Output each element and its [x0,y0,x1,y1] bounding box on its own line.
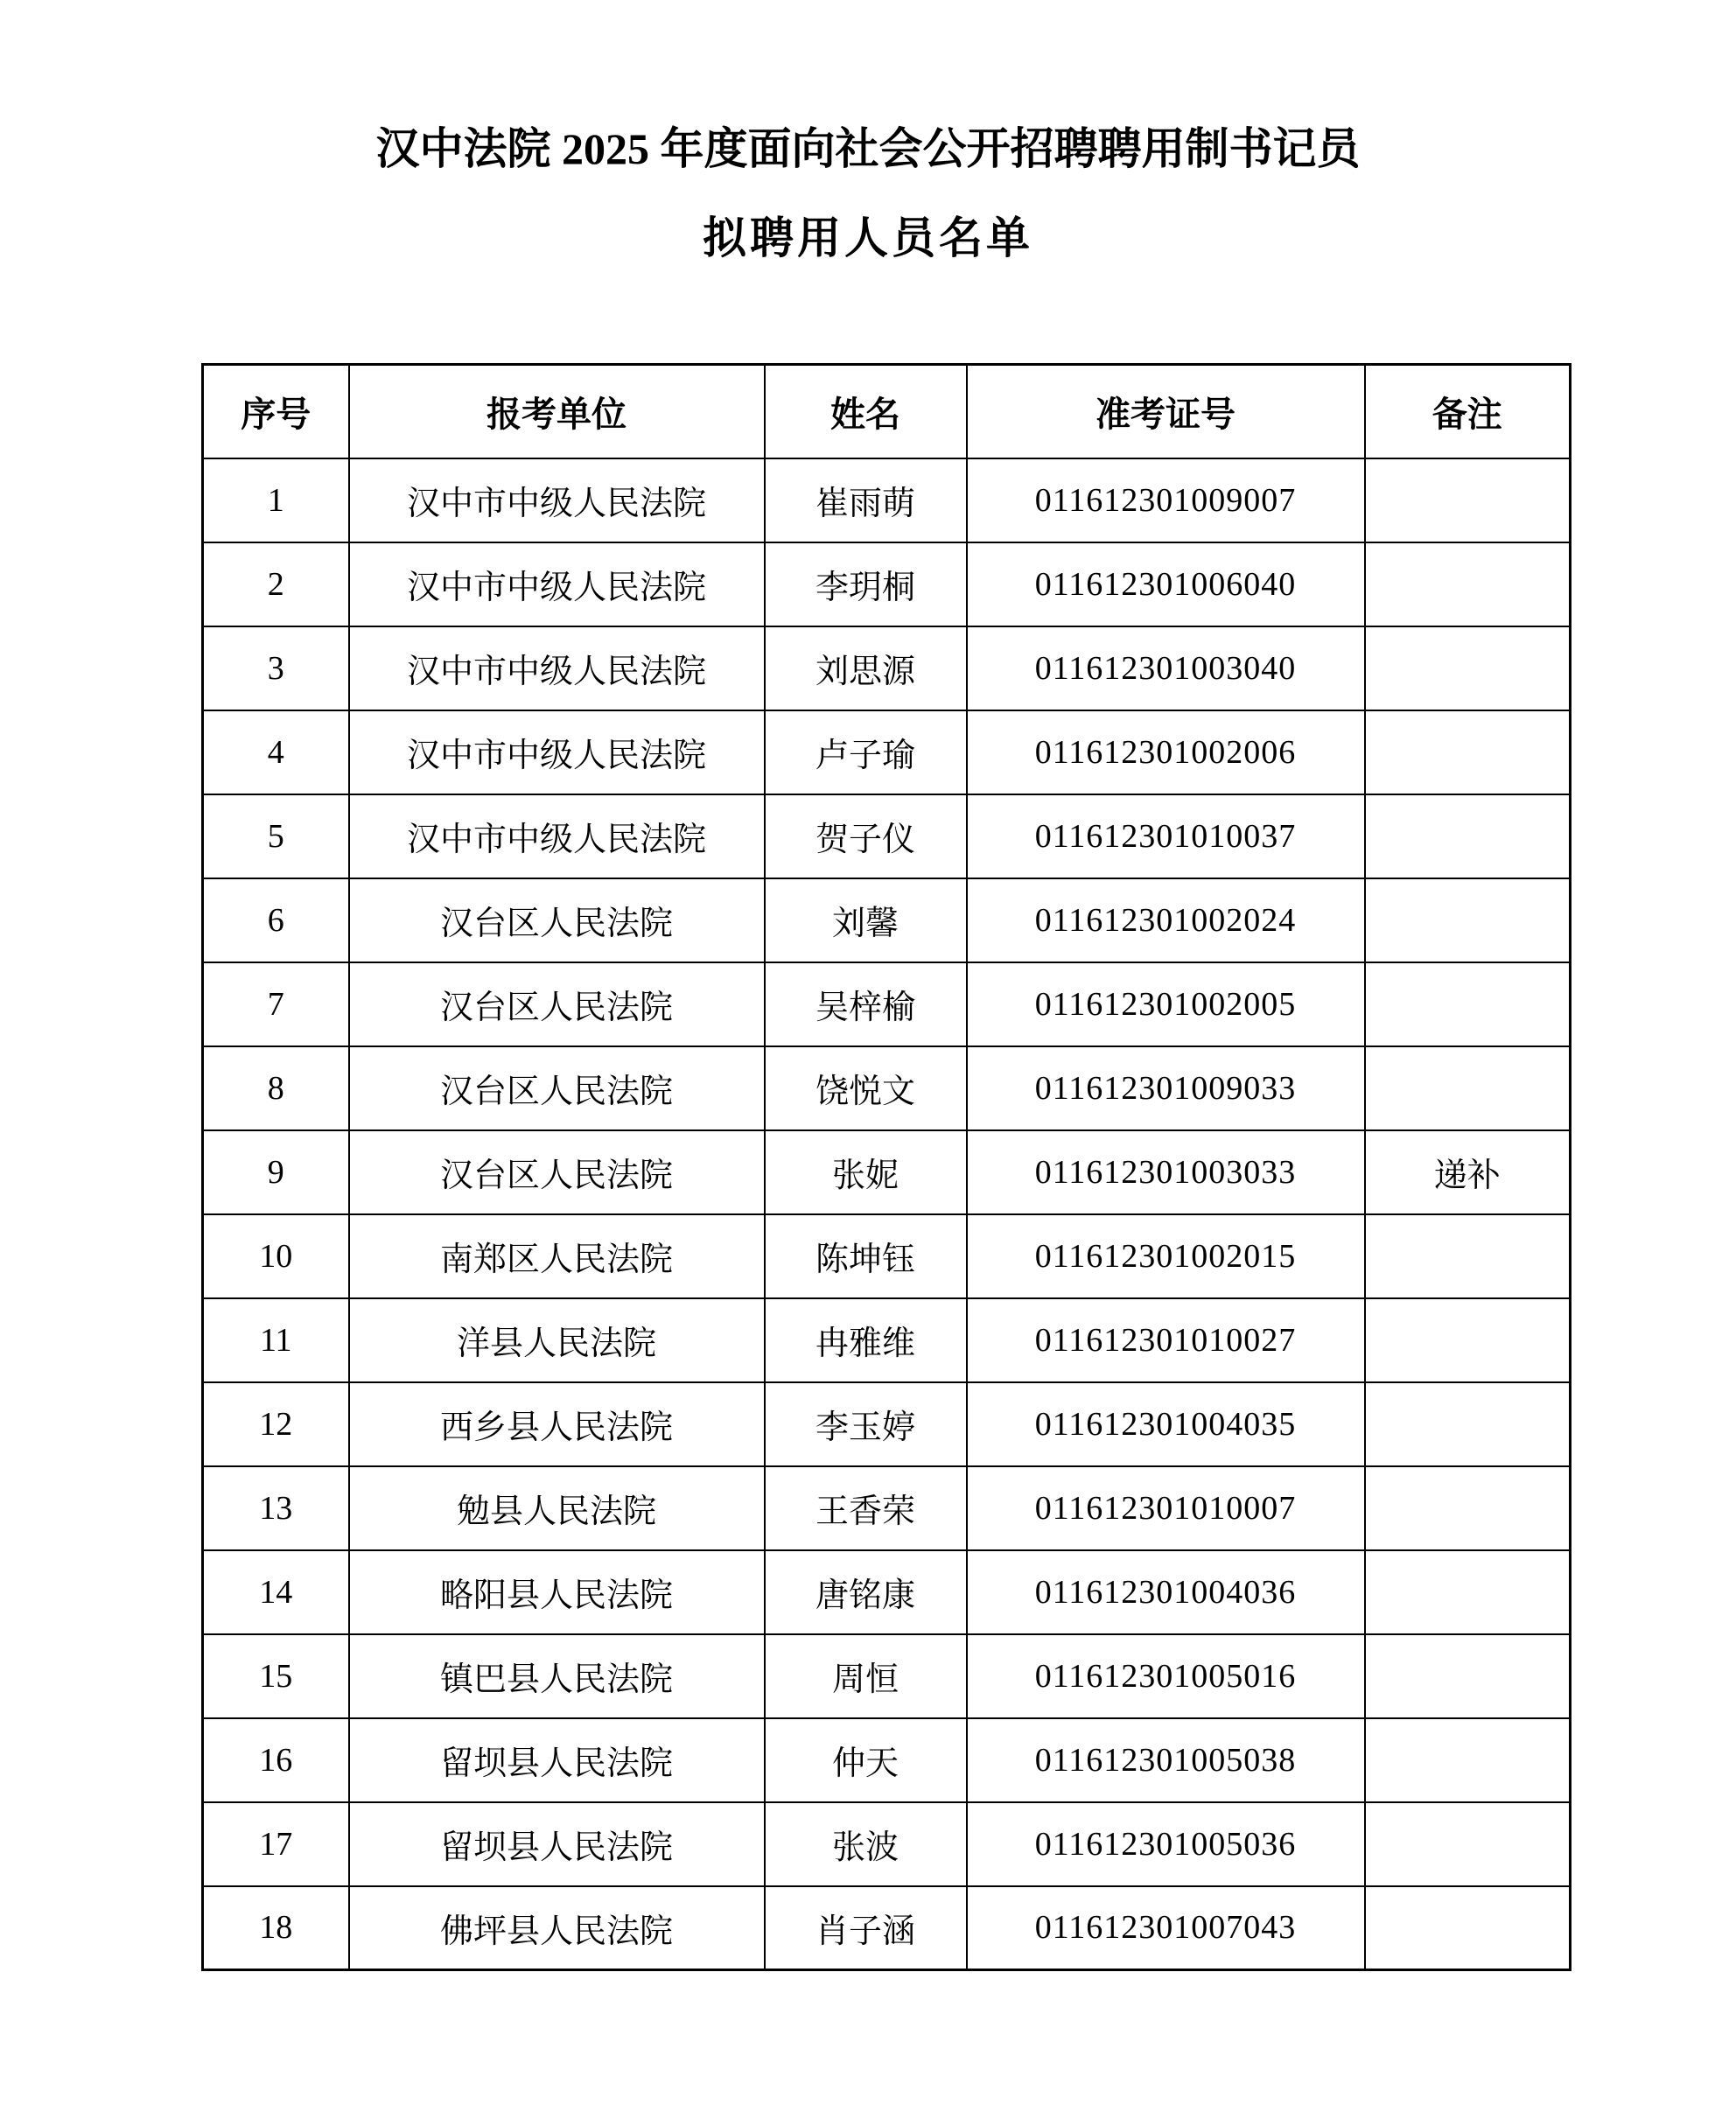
cell-ticket: 011612301009007 [967,458,1365,542]
cell-name: 崔雨萌 [765,458,967,542]
cell-unit: 留坝县人民法院 [349,1718,765,1802]
cell-ticket: 011612301003033 [967,1130,1365,1214]
table-row [203,962,1571,1046]
cell-no: 7 [203,962,349,1046]
table-header [203,365,1571,458]
cell-ticket: 011612301004035 [967,1382,1365,1466]
table-row [203,1130,1571,1214]
cell-remark [1365,1214,1571,1298]
header-cell-no: 序号 [203,365,349,458]
cell-remark [1365,1718,1571,1802]
page-title-line2: 拟聘用人员名单 [703,213,1033,262]
cell-name: 刘思源 [765,626,967,710]
cell-no: 13 [203,1466,349,1550]
cell-unit: 勉县人民法院 [349,1466,765,1550]
cell-remark [1365,1382,1571,1466]
cell-remark [1365,1466,1571,1550]
cell-unit: 汉台区人民法院 [349,962,765,1046]
cell-remark [1365,794,1571,878]
cell-remark [1365,1550,1571,1634]
cell-ticket: 011612301009033 [967,1046,1365,1130]
cell-no: 18 [203,1886,349,1970]
cell-unit: 汉中市中级人民法院 [349,710,765,794]
cell-remark [1365,626,1571,710]
table-row [203,1886,1571,1970]
hiring-roster-table [201,363,1572,1971]
cell-ticket: 011612301002015 [967,1214,1365,1298]
cell-no: 16 [203,1718,349,1802]
table-row [203,1382,1571,1466]
cell-unit: 洋县人民法院 [349,1298,765,1382]
cell-name: 张波 [765,1802,967,1886]
cell-ticket: 011612301007043 [967,1886,1365,1970]
table-row [203,1718,1571,1802]
cell-name: 肖子涵 [765,1886,967,1970]
cell-no: 11 [203,1298,349,1382]
cell-no: 14 [203,1550,349,1634]
table-body [203,458,1571,1970]
table-row [203,1550,1571,1634]
cell-unit: 汉台区人民法院 [349,1046,765,1130]
cell-remark [1365,878,1571,962]
cell-ticket: 011612301005016 [967,1634,1365,1718]
cell-name: 吴梓榆 [765,962,967,1046]
header-cell-remark: 备注 [1365,365,1571,458]
cell-remark [1365,458,1571,542]
cell-no: 8 [203,1046,349,1130]
cell-no: 17 [203,1802,349,1886]
cell-ticket: 011612301010027 [967,1298,1365,1382]
cell-name: 王香荣 [765,1466,967,1550]
header-row [203,365,1571,458]
cell-no: 3 [203,626,349,710]
cell-remark [1365,962,1571,1046]
table-row [203,542,1571,626]
cell-unit: 汉中市中级人民法院 [349,626,765,710]
table-row [203,1634,1571,1718]
cell-no: 9 [203,1130,349,1214]
table-row [203,794,1571,878]
page-title-line1: 汉中法院 2025 年度面向社会公开招聘聘用制书记员 [375,124,1361,173]
cell-remark [1365,1046,1571,1130]
cell-ticket: 011612301002005 [967,962,1365,1046]
header-cell-unit: 报考单位 [349,365,765,458]
cell-remark [1365,1634,1571,1718]
cell-ticket: 011612301002024 [967,878,1365,962]
cell-ticket: 011612301006040 [967,542,1365,626]
cell-name: 贺子仪 [765,794,967,878]
header-cell-ticket: 准考证号 [967,365,1365,458]
header-cell-name: 姓名 [765,365,967,458]
cell-remark [1365,542,1571,626]
cell-no: 5 [203,794,349,878]
cell-unit: 南郑区人民法院 [349,1214,765,1298]
cell-unit: 汉中市中级人民法院 [349,458,765,542]
cell-unit: 汉中市中级人民法院 [349,794,765,878]
cell-no: 4 [203,710,349,794]
table-row [203,1802,1571,1886]
cell-unit: 镇巴县人民法院 [349,1634,765,1718]
cell-name: 仲天 [765,1718,967,1802]
cell-no: 15 [203,1634,349,1718]
cell-unit: 汉台区人民法院 [349,1130,765,1214]
cell-unit: 留坝县人民法院 [349,1802,765,1886]
table-row [203,1466,1571,1550]
table-row [203,626,1571,710]
cell-name: 唐铭康 [765,1550,967,1634]
cell-name: 刘馨 [765,878,967,962]
cell-name: 卢子瑜 [765,710,967,794]
table-row [203,710,1571,794]
table-row [203,1214,1571,1298]
cell-name: 李玉婷 [765,1382,967,1466]
cell-ticket: 011612301003040 [967,626,1365,710]
cell-no: 1 [203,458,349,542]
cell-unit: 略阳县人民法院 [349,1550,765,1634]
cell-ticket: 011612301002006 [967,710,1365,794]
table-row [203,878,1571,962]
cell-name: 周恒 [765,1634,967,1718]
cell-remark [1365,710,1571,794]
cell-unit: 汉中市中级人民法院 [349,542,765,626]
cell-no: 6 [203,878,349,962]
cell-remark [1365,1802,1571,1886]
cell-no: 10 [203,1214,349,1298]
table-row [203,458,1571,542]
table-row [203,1046,1571,1130]
cell-name: 李玥桐 [765,542,967,626]
cell-unit: 西乡县人民法院 [349,1382,765,1466]
cell-name: 陈坤钰 [765,1214,967,1298]
cell-ticket: 011612301005038 [967,1718,1365,1802]
cell-name: 饶悦文 [765,1046,967,1130]
cell-ticket: 011612301004036 [967,1550,1365,1634]
cell-no: 2 [203,542,349,626]
cell-unit: 汉台区人民法院 [349,878,765,962]
cell-name: 张妮 [765,1130,967,1214]
cell-name: 冉雅维 [765,1298,967,1382]
table-row [203,1298,1571,1382]
cell-unit: 佛坪县人民法院 [349,1886,765,1970]
cell-remark: 递补 [1365,1130,1571,1214]
cell-remark [1365,1298,1571,1382]
cell-ticket: 011612301010007 [967,1466,1365,1550]
cell-ticket: 011612301010037 [967,794,1365,878]
cell-remark [1365,1886,1571,1970]
cell-no: 12 [203,1382,349,1466]
cell-ticket: 011612301005036 [967,1802,1365,1886]
